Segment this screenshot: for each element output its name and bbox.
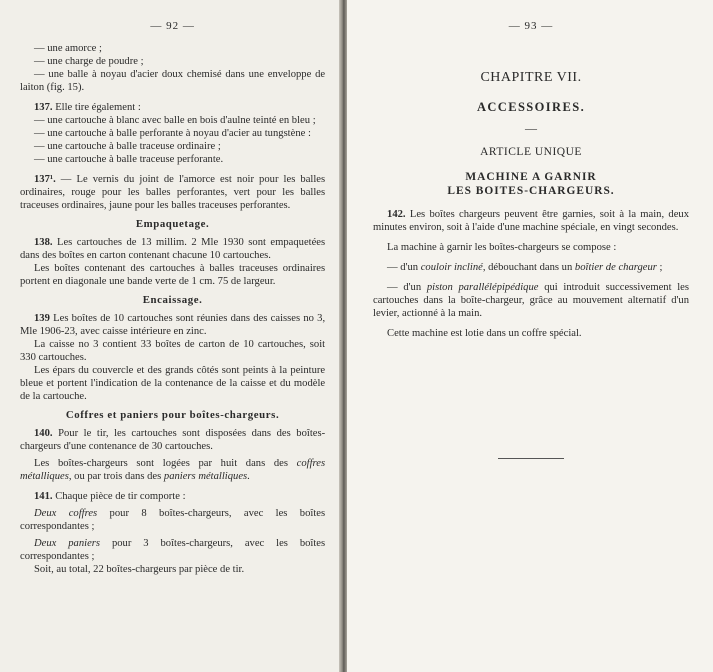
sub-title-line-2: LES BOITES-CHARGEURS. [447,185,615,197]
paragraph-text: Les cartouches de 13 millim. 2 Mle 1930 sont empaquetées dans des boîtes en carton contenant chacune 10 cartouches. [20,237,326,261]
list-item: — une balle à noyau d'acier doux chemisé dans une enveloppe de laiton (fig. 15). [20,69,326,93]
paragraph-text: Les boîtes chargeurs peuvent être garnies, soit à la main, deux minutes environ, soit à l'aide d'une machine spéciale, en vingt secondes. [373,209,690,233]
chapter-heading: CHAPITRE VII. [480,70,582,85]
italic-text: paniers métalliques [163,471,248,482]
italic-text: piston parallélépipédique [426,282,539,293]
paragraph-140 [20,427,325,453]
paragraph-text: — Le vernis du joint de l'amorce est noir pour les balles ordinaires, rouge pour les balles perforantes, vert pour les balles traceuses ordinaires, jaune pour les balles traceuses perforantes. [20,174,326,211]
sub-title-line-1: MACHINE A GARNIR [465,171,597,183]
text: Les boîtes-chargeurs sont logées par huit dans des [34,458,297,469]
paragraph-138 [20,236,325,262]
list-item: — une amorce ; [34,43,102,54]
section-heading-empaquetage: Empaquetage. [135,218,210,230]
paragraph-number: 139 [34,313,50,324]
list-item: — une cartouche à balle perforante à noyau d'acier au tungstène : [34,128,311,139]
paragraph-text: Les boîtes de 10 cartouches sont réunies dans des caisses no 3, Mle 1906-23, avec caisse intérieure en zinc. [20,313,326,337]
text: , débouchant dans un [482,262,575,273]
left-page [0,0,339,672]
paragraph-coffre: Cette machine est lotie dans un coffre spécial. [387,328,582,339]
paragraph-137 [20,101,325,114]
list-item: — une cartouche à balle traceuse ordinaire ; [34,141,221,152]
page-number-right: — 93 — [508,20,554,32]
paragraph-number: 138. [34,237,53,248]
paragraph-141 [20,490,325,503]
paragraph-text: Chaque pièce de tir comporte : [52,491,186,502]
list-item: — une charge de poudre ; [34,56,144,67]
list-item: — une cartouche à balle traceuse perforante. [34,154,224,165]
paragraph-139 [20,312,325,338]
paragraph-139c: Les épars du couvercle et des grands côtés sont peints à la peinture bleue et portent l'indication de la contenance de la caisse et du modèle de la cartouche. [20,365,326,402]
italic-text: boîtier de chargeur [574,262,657,273]
paragraph-compose: La machine à garnir les boîtes-chargeurs se compose : [387,242,617,253]
section-heading-coffres: Coffres et paniers pour boîtes-chargeurs. [65,409,280,421]
text: . [247,471,250,482]
text: ; [656,262,663,273]
book-gutter [339,0,347,672]
paragraph-number: 141. [34,491,53,502]
paragraph-139b: La caisse no 3 contient 33 boîtes de carton de 10 cartouches, soit 330 cartouches. [20,339,326,363]
article-heading: ARTICLE UNIQUE [480,146,582,158]
italic-text: Deux paniers [34,538,101,549]
italic-text: coffres métalliques [20,458,326,482]
end-rule [498,458,564,459]
paragraph-141a [20,507,325,533]
paragraph-142 [373,208,689,234]
text: — d'un [387,262,421,273]
section-heading-encaissage: Encaissage. [142,294,203,306]
separator-dash: — [525,121,538,135]
paragraph-141c: Soit, au total, 22 boîtes-chargeurs par pièce de tir. [34,564,245,575]
paragraph-141b [20,537,325,563]
paragraph-text: Elle tire également : [52,102,141,113]
paragraph-number: 137¹. [34,174,56,185]
italic-text: couloir incliné [420,262,483,273]
paragraph-137b [20,173,325,212]
paragraph-138b: Les boîtes contenant des cartouches à balles traceuses ordinaires portent en diagonale une bande verte de 1 cm. 75 de largeur. [20,263,326,287]
text: qui introduit successivement les cartouches dans la boîte-chargeur, grâce au mouvement alternatif d'un levier, actionné à la main. [373,282,690,319]
chapter-title: ACCESSOIRES. [476,100,586,114]
paragraph-text: Pour le tir, les cartouches sont disposées dans des boîtes-chargeurs d'une contenance de 30 cartouches. [20,428,326,452]
text: pour 8 boîtes-chargeurs, avec les boîtes correspondantes ; [20,508,326,532]
paragraph-140b [20,457,325,483]
list-item: — une cartouche à blanc avec balle en bois d'aulne teinté en bleu ; [34,115,316,126]
paragraph-number: 140. [34,428,53,439]
paragraph-number: 142. [387,209,406,220]
paragraph-number: 137. [34,102,53,113]
text: pour 3 boîtes-chargeurs, avec les boîtes correspondantes ; [20,538,326,562]
italic-text: Deux coffres [34,508,98,519]
list-item [373,281,689,320]
list-item [373,261,689,274]
right-page [347,0,713,672]
text: , ou par trois dans des [68,471,164,482]
page-number-left: — 92 — [150,20,195,32]
text: — d'un [387,282,427,293]
